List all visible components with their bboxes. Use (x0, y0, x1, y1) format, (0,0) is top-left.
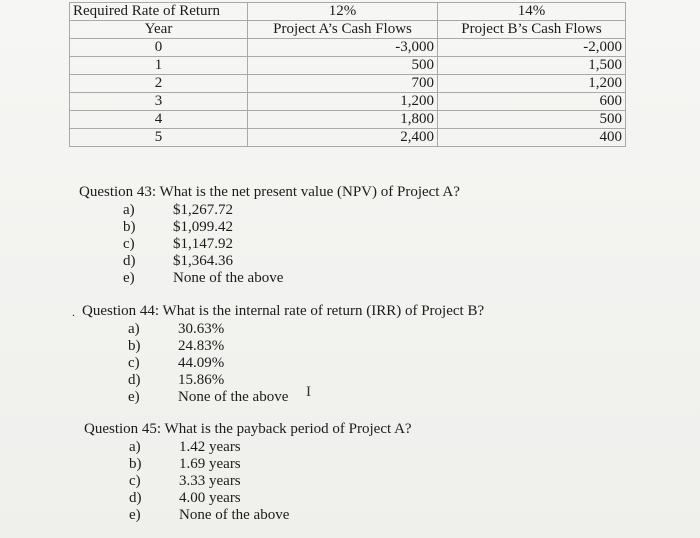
table-cell: 500 (248, 57, 438, 75)
table-cell: Required Rate of Return (70, 3, 248, 21)
option-letter: d) (123, 253, 136, 269)
option-letter: a) (129, 439, 141, 455)
option-value: None of the above (179, 507, 290, 523)
option-letter: d) (129, 490, 142, 506)
question-44 (82, 303, 512, 413)
table-cell: 2 (70, 75, 248, 93)
option-value: $1,147.92 (173, 236, 233, 252)
question-43 (79, 184, 499, 294)
table-cell: Year (70, 21, 248, 39)
table-cell: 1,200 (438, 75, 626, 93)
table-cell: 4 (70, 111, 248, 129)
table-cell: 1,800 (248, 111, 438, 129)
table-cell: 1 (70, 57, 248, 75)
option-letter: b) (123, 219, 136, 235)
option-letter: e) (123, 270, 135, 286)
option-value: None of the above (178, 389, 289, 405)
option-value: 1.42 years (179, 439, 241, 455)
table-cell: 1,200 (248, 93, 438, 111)
option-value: 24.83% (178, 338, 225, 354)
option-letter: c) (129, 473, 141, 489)
table-row (70, 57, 626, 75)
option-letter: a) (123, 202, 135, 218)
table-header-labels (70, 21, 626, 39)
table-row (70, 111, 626, 129)
option-value: 30.63% (178, 321, 225, 337)
table-cell: 0 (70, 39, 248, 57)
table-row (70, 129, 626, 147)
option-value: 4.00 years (179, 490, 241, 506)
table-cell: 600 (438, 93, 626, 111)
table-cell: Project A’s Cash Flows (248, 21, 438, 39)
table-cell: Project B’s Cash Flows (438, 21, 626, 39)
option-letter: e) (129, 507, 141, 523)
table-cell: -3,000 (248, 39, 438, 57)
question-text: Question 43: What is the net present value (NPV) of Project A? (79, 184, 460, 200)
option-value: $1,364.36 (173, 253, 233, 269)
table-cell: 700 (248, 75, 438, 93)
text-cursor-icon: I (306, 384, 311, 400)
table-row (70, 75, 626, 93)
question-45 (84, 421, 484, 531)
option-letter: b) (128, 338, 141, 354)
option-value: $1,099.42 (173, 219, 233, 235)
option-letter: a) (128, 321, 140, 337)
table-cell: 12% (248, 3, 438, 21)
option-letter: e) (128, 389, 140, 405)
option-value: $1,267.72 (173, 202, 233, 218)
option-letter: b) (129, 456, 142, 472)
table-cell: 3 (70, 93, 248, 111)
table-header-rate (70, 3, 626, 21)
table-cell: -2,000 (438, 39, 626, 57)
option-letter: d) (128, 372, 141, 388)
option-letter: c) (123, 236, 135, 252)
table-cell: 500 (438, 111, 626, 129)
table-cell: 14% (438, 3, 626, 21)
question-text: Question 44: What is the internal rate of return (IRR) of Project B? (82, 303, 485, 319)
table-row (70, 39, 626, 57)
table-cell: 2,400 (248, 129, 438, 147)
stray-mark: . (72, 305, 75, 319)
option-value: 15.86% (178, 372, 225, 388)
option-value: 44.09% (178, 355, 225, 371)
option-value: None of the above (173, 270, 284, 286)
table-cell: 400 (438, 129, 626, 147)
option-value: 1.69 years (179, 456, 241, 472)
question-text: Question 45: What is the payback period of Project A? (84, 421, 412, 437)
option-letter: c) (128, 355, 140, 371)
table-cell: 5 (70, 129, 248, 147)
option-value: 3.33 years (179, 473, 241, 489)
table-cell: 1,500 (438, 57, 626, 75)
table-row (70, 93, 626, 111)
cash-flow-table (69, 2, 626, 147)
